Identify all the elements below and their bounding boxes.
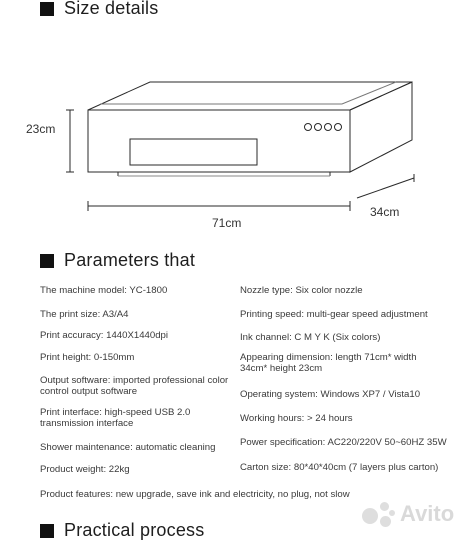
section-title: Practical process	[64, 520, 205, 540]
section-title: Size details	[64, 0, 159, 18]
param-right: Working hours: > 24 hours	[240, 413, 353, 424]
machine-right-face	[350, 82, 412, 172]
param-right: Printing speed: multi-gear speed adjustment	[240, 309, 428, 320]
product-features: Product features: new upgrade, save ink and electricity, no plug, not slow	[40, 489, 350, 500]
square-bullet-icon	[40, 254, 54, 268]
paper-slot	[130, 139, 257, 165]
param-left: Product weight: 22kg	[40, 464, 130, 475]
section-heading-params	[40, 250, 195, 271]
param-right: Ink channel: C M Y K (Six colors)	[240, 332, 381, 343]
machine-front-face	[88, 110, 350, 172]
param-left: Print interface: high-speed USB 2.0 transmission interface	[40, 407, 191, 429]
dimension-depth: 34cm	[370, 205, 400, 219]
param-right: Power specification: AC220/220V 50~60HZ 35W	[240, 437, 447, 448]
section-heading-process	[40, 520, 204, 541]
param-left: The machine model: YC-1800	[40, 285, 168, 296]
param-right: Operating system: Windows XP7 / Vista10	[240, 389, 421, 400]
section-title: Parameters that	[64, 250, 196, 270]
param-right: Nozzle type: Six color nozzle	[240, 285, 363, 296]
watermark	[362, 500, 454, 528]
dimension-width: 71cm	[212, 216, 242, 230]
watermark-text: Avito	[400, 501, 455, 526]
machine-top-face	[88, 82, 412, 110]
control-buttons	[305, 124, 342, 131]
param-right: Appearing dimension: length 71cm* width 34cm* height 23cm	[240, 352, 417, 374]
machine-diagram	[0, 0, 471, 240]
param-left: Output software: imported professional color control output software	[40, 375, 229, 397]
param-right: Carton size: 80*40*40cm (7 layers plus carton)	[240, 462, 439, 473]
square-bullet-icon	[40, 524, 54, 538]
param-left: Print height: 0-150mm	[40, 352, 135, 363]
param-left: The print size: A3/A4	[40, 309, 129, 320]
param-left: Shower maintenance: automatic cleaning	[40, 442, 216, 453]
param-left: Print accuracy: 1440X1440dpi	[40, 330, 168, 341]
avito-dots-icon	[362, 500, 396, 528]
dimension-height: 23cm	[26, 122, 56, 136]
